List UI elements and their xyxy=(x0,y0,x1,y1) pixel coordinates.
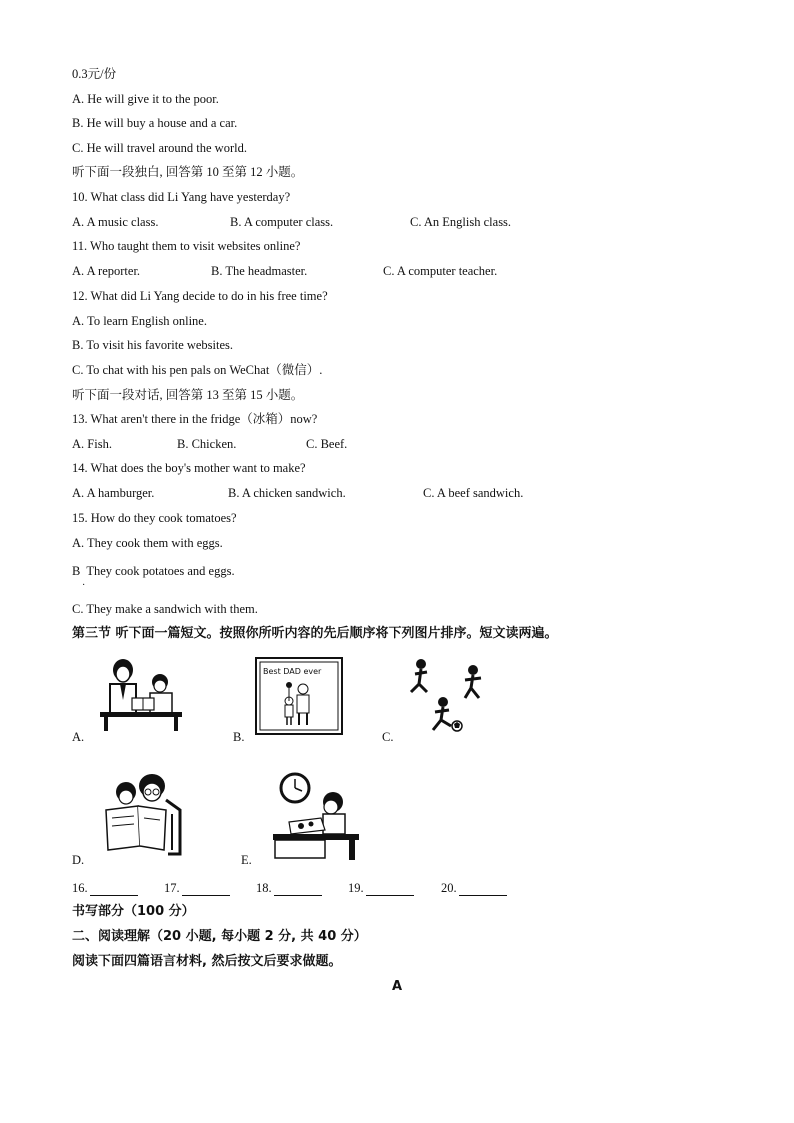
picture-d-label: D. xyxy=(72,853,85,867)
picture-e-clock-desk xyxy=(265,772,363,862)
answer-blank-20[interactable] xyxy=(441,880,507,896)
picture-d-reading-newspaper xyxy=(96,770,184,856)
q11-option-b: B. The headmaster. xyxy=(211,264,308,278)
picture-c-label: C. xyxy=(382,730,394,744)
answer-blank-16[interactable] xyxy=(72,880,138,896)
question-12: 12. What did Li Yang decide to do in his free time? xyxy=(72,289,328,303)
q11-option-a: A. A reporter. xyxy=(72,264,141,278)
question-14: 14. What does the boy's mother want to make? xyxy=(72,461,306,475)
picture-a-label: A. xyxy=(72,730,85,744)
q14-option-b: B. A chicken sandwich. xyxy=(228,486,346,500)
q15-option-c: C. They make a sandwich with them. xyxy=(72,602,258,616)
blank-number: 16. xyxy=(72,881,88,895)
question-13: 13. What aren't there in the fridge（冰箱）now? xyxy=(72,412,318,426)
q13-option-a: A. Fish. xyxy=(72,437,112,451)
picture-a-teacher-student xyxy=(98,656,184,732)
question-11: 11. Who taught them to visit websites online? xyxy=(72,239,301,253)
q9-option-b: B. He will buy a house and a car. xyxy=(72,116,238,130)
q12-option-c: C. To chat with his pen pals on WeChat（微信）. xyxy=(72,363,323,377)
passage-a-title: A xyxy=(391,979,403,994)
picture-e-label: E. xyxy=(241,853,252,867)
answer-blank-17[interactable] xyxy=(164,880,230,896)
q9-option-a: A. He will give it to the poor. xyxy=(72,92,219,106)
question-10: 10. What class did Li Yang have yesterday? xyxy=(72,190,291,204)
picture-b-label: B. xyxy=(233,730,245,744)
answer-blank-18[interactable] xyxy=(256,880,322,896)
question-15: 15. How do they cook tomatoes? xyxy=(72,511,237,525)
card-text: Best DAD ever xyxy=(263,667,322,676)
reading-instructions: 阅读下面四篇语言材料, 然后按文后要求做题。 xyxy=(72,954,342,969)
q10-option-a: A. A music class. xyxy=(72,215,159,229)
q15-option-a: A. They cook them with eggs. xyxy=(72,536,223,550)
intro-q10-12: 听下面一段独白, 回答第 10 至第 12 小题。 xyxy=(72,165,304,179)
q14-option-a: A. A hamburger. xyxy=(72,486,155,500)
q13-option-b: B. Chicken. xyxy=(177,437,237,451)
q11-option-c: C. A computer teacher. xyxy=(383,264,498,278)
blank-number: 20. xyxy=(441,881,457,895)
stray-mark: · xyxy=(82,580,86,591)
section-3-heading: 第三节 听下面一篇短文。按照你所听内容的先后顺序将下列图片排序。短文读两遍。 xyxy=(72,626,558,641)
picture-b-dad-card xyxy=(255,657,343,735)
blank-number: 19. xyxy=(348,881,364,895)
q12-option-a: A. To learn English online. xyxy=(72,314,207,328)
blank-number: 18. xyxy=(256,881,272,895)
reading-section-heading: 二、阅读理解（20 小题, 每小题 2 分, 共 40 分） xyxy=(72,929,367,944)
q10-option-c: C. An English class. xyxy=(410,215,512,229)
q13-option-c: C. Beef. xyxy=(306,437,348,451)
q15-option-b: B They cook potatoes and eggs. xyxy=(72,564,235,578)
q9-option-c: C. He will travel around the world. xyxy=(72,141,247,155)
intro-q13-15: 听下面一段对话, 回答第 13 至第 15 小题。 xyxy=(72,388,304,402)
picture-c-football xyxy=(407,656,491,736)
answer-blank-19[interactable] xyxy=(348,880,414,896)
blank-number: 17. xyxy=(164,881,180,895)
price-text: 0.3元/份 xyxy=(72,67,117,81)
writing-part-heading: 书写部分（100 分） xyxy=(72,904,195,919)
q12-option-b: B. To visit his favorite websites. xyxy=(72,338,234,352)
q10-option-b: B. A computer class. xyxy=(230,215,334,229)
q14-option-c: C. A beef sandwich. xyxy=(423,486,524,500)
